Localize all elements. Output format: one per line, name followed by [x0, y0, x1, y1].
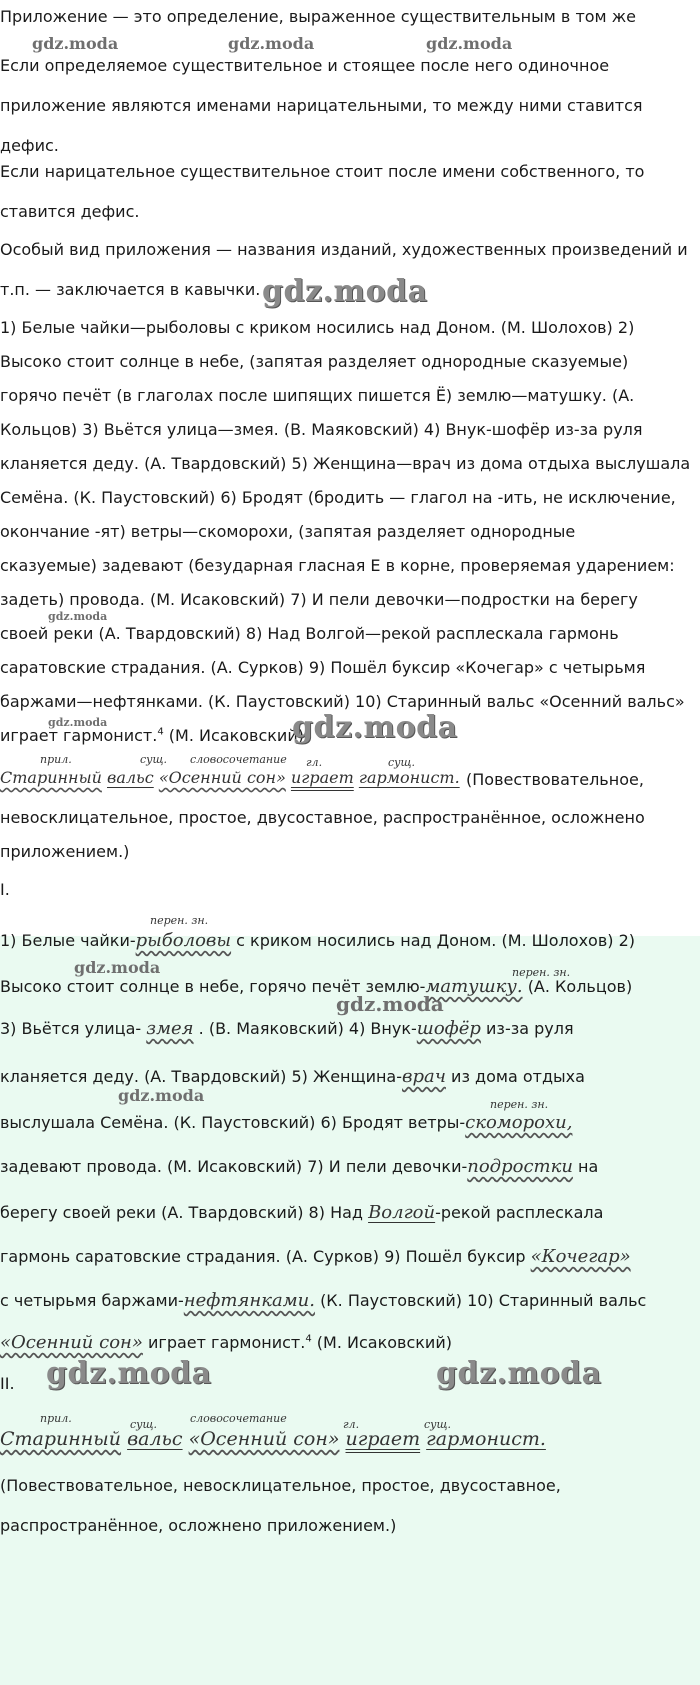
watermark-logo: gdz.moda: [118, 1086, 205, 1105]
note-phrase: словосочетание: [190, 753, 287, 766]
analysis-1-sentence: [0, 768, 460, 787]
section-1-line-4-b: из дома отдыха: [451, 1067, 585, 1086]
section-2-number: II.: [0, 1374, 15, 1393]
section-1-word-8: Волгой: [368, 1202, 436, 1223]
section-1-line-5: [0, 1112, 572, 1133]
section-1-line-4: [0, 1066, 585, 1087]
section-2-word-1: Старинный: [0, 1428, 122, 1450]
analysis-1-word-1: Старинный: [0, 768, 102, 787]
analysis-1-tail-2: невосклицательное, простое, двусоставное, распространённое, осложнено: [0, 808, 645, 827]
section-1-line-7-a: берегу своей реки (А. Твардовский) 8) Над: [0, 1203, 363, 1222]
note-figurative-2: перен. зн.: [512, 966, 571, 979]
section-1-word-6: скоморохи,: [465, 1112, 573, 1133]
note-figurative-1: перен. зн.: [150, 914, 209, 927]
watermark-logo: gdz.moda: [436, 1356, 602, 1391]
section-1-line-2-a: Высоко стоит солнце в небе, горячо печёт землю-: [0, 977, 426, 996]
main-text-line-9: задеть) провода. (М. Исаковский) 7) И пели девочки—подростки на берегу: [0, 590, 638, 609]
intro-paragraph-3: Если нарицательное существительное стоит после имени собственного, то ставится дефис.: [0, 162, 645, 221]
analysis-1-tail-3: приложением.): [0, 842, 130, 861]
section-1-line-7-b: -рекой расплескала: [435, 1203, 604, 1222]
main-text-line-1: 1) Белые чайки—рыболовы с криком носились над Доном. (М. Шолохов) 2): [0, 318, 635, 337]
note-adjective: прил.: [40, 753, 72, 766]
section-2-sentence: [0, 1428, 546, 1450]
section-2-tail-2: распространённое, осложнено приложением.): [0, 1516, 397, 1535]
analysis-1-word-5: гармонист.: [358, 768, 460, 787]
section-1-line-2-b: (А. Кольцов): [527, 977, 633, 996]
section-1-word-5: врач: [402, 1066, 446, 1087]
section-1-line-2: [0, 976, 632, 997]
footnote-marker: 4: [157, 726, 164, 738]
note-phrase-2: словосочетание: [190, 1412, 287, 1425]
watermark-logo: gdz.moda: [48, 716, 108, 729]
intro-paragraph-1: Приложение — это определение, выраженное существительным в том же: [0, 7, 636, 26]
note-noun-2: сущ.: [388, 756, 416, 769]
watermark-logo: gdz.moda: [426, 34, 513, 53]
section-1-line-8: [0, 1246, 631, 1267]
main-text-line-11: саратовские страдания. (А. Сурков) 9) Пошёл буксир «Кочегар» с четырьмя: [0, 658, 646, 677]
section-1-line-3: [0, 1018, 574, 1039]
analysis-1-word-3: «Осенний сон»: [158, 768, 286, 787]
section-2-word-5: гармонист.: [426, 1428, 546, 1450]
section-1-line-10-a: играет гармонист.: [148, 1333, 306, 1352]
section-1-line-6-a: задевают провода. (М. Исаковский) 7) И пели девочки-: [0, 1157, 468, 1176]
main-text-line-13: [0, 726, 304, 745]
section-2-word-2: вальс: [127, 1428, 183, 1450]
note-verb: гл.: [306, 756, 323, 769]
main-text-line-5: кланяется деду. (А. Твардовский) 5) Женщина—врач из дома отдыха выслушала: [0, 454, 691, 473]
main-text-line-13-text: играет гармонист.: [0, 726, 158, 745]
section-1-line-9-a: с четырьмя баржами-: [0, 1291, 184, 1310]
note-figurative-3: перен. зн.: [490, 1098, 549, 1111]
section-1-line-6-b: на: [578, 1157, 599, 1176]
section-1-word-4: шофёр: [416, 1018, 481, 1039]
intro-paragraph-4: Особый вид приложения — названия изданий, художественных произведений и т.п. — заключается в кавычки.: [0, 240, 688, 299]
main-text-line-8: сказуемые) задевают (безударная гласная Е в корне, проверяемая ударением:: [0, 556, 675, 575]
main-text-line-12: баржами—нефтянками. (К. Паустовский) 10) Старинный вальс «Осенний вальс»: [0, 692, 685, 711]
intro-paragraph-2: Если определяемое существительное и стоящее после него одиночное приложение являются именами нарицательными, то между ними ставится дефис.: [0, 56, 643, 155]
section-1-word-3: змея: [146, 1018, 194, 1039]
section-1-line-3-b: . (В. Маяковский) 4) Внук-: [198, 1019, 417, 1038]
section-1-word-2: матушку.: [425, 976, 523, 997]
section-1-line-6: [0, 1156, 598, 1177]
main-text-line-3: горячо печёт (в глаголах после шипящих пишется Ё) землю—матушку. (А.: [0, 386, 635, 405]
section-1-word-9: «Кочегар»: [530, 1246, 631, 1267]
analysis-1-word-2: вальс: [107, 768, 154, 787]
section-1-line-3-c: из-за руля: [486, 1019, 574, 1038]
note-adjective-2: прил.: [40, 1412, 72, 1425]
section-1-line-8-a: гармонь саратовские страдания. (А. Сурков) 9) Пошёл буксир: [0, 1247, 526, 1266]
note-noun: сущ.: [140, 753, 168, 766]
section-1-number: I.: [0, 880, 10, 899]
section-1-line-9-b: (К. Паустовский) 10) Старинный вальс: [320, 1291, 647, 1310]
watermark-logo: gdz.moda: [48, 610, 108, 623]
main-text-line-7: окончание -ят) ветры—скоморохи, (запятая разделяет однородные: [0, 522, 576, 541]
section-1-line-10: [0, 1332, 452, 1353]
watermark-logo: gdz.moda: [46, 1356, 212, 1391]
watermark-logo: gdz.moda: [292, 710, 458, 745]
note-noun-3: сущ.: [130, 1418, 158, 1431]
main-text-line-2: Высоко стоит солнце в небе, (запятая разделяет однородные сказуемые): [0, 352, 629, 371]
note-noun-4: сущ.: [424, 1418, 452, 1431]
analysis-1-word-4: играет: [290, 768, 354, 787]
note-verb-2: гл.: [343, 1418, 360, 1431]
main-text-line-10: своей реки (А. Твардовский) 8) Над Волгой—рекой расплескала гармонь: [0, 624, 619, 643]
watermark-logo: gdz.moda: [262, 274, 428, 309]
watermark-logo: gdz.moda: [32, 34, 119, 53]
section-1-line-7: [0, 1202, 603, 1223]
section-1-line-1: [0, 930, 635, 951]
section-1-line-1-a: 1) Белые чайки-: [0, 931, 136, 950]
section-1-line-1-b: с криком носились над Доном. (М. Шолохов) 2): [236, 931, 636, 950]
section-2-tail-1: (Повествовательное, невосклицательное, простое, двусоставное,: [0, 1476, 561, 1495]
section-1-line-10-b: (М. Исаковский): [316, 1333, 452, 1352]
section-1-line-9: [0, 1290, 646, 1311]
section-2-word-3: «Осенний сон»: [188, 1428, 340, 1450]
watermark-logo: gdz.moda: [336, 992, 444, 1016]
watermark-logo: gdz.moda: [228, 34, 315, 53]
main-text-line-13-tail: (М. Исаковский): [168, 726, 304, 745]
main-text-line-4: Кольцов) 3) Вьётся улица—змея. (В. Маяковский) 4) Внук-шофёр из-за руля: [0, 420, 643, 439]
section-1-word-7: подростки: [467, 1156, 573, 1177]
section-1-line-3-a: 3) Вьётся улица-: [0, 1019, 142, 1038]
section-1-word-11: «Осенний сон»: [0, 1332, 143, 1353]
watermark-logo: gdz.moda: [74, 958, 161, 977]
section-1-word-1: рыболовы: [135, 930, 232, 951]
section-1-line-4-a: кланяется деду. (А. Твардовский) 5) Женщина-: [0, 1067, 403, 1086]
section-2-word-4: играет: [345, 1428, 421, 1450]
footnote-marker-2: 4: [305, 1333, 312, 1345]
analysis-1-tail-1: (Повествовательное,: [466, 770, 644, 789]
main-text-line-6: Семёна. (К. Паустовский) 6) Бродят (бродить — глагол на -ить, не исключение,: [0, 488, 676, 507]
section-1-word-10: нефтянками.: [183, 1290, 315, 1311]
section-1-line-5-a: выслушала Семёна. (К. Паустовский) 6) Бродят ветры-: [0, 1113, 466, 1132]
